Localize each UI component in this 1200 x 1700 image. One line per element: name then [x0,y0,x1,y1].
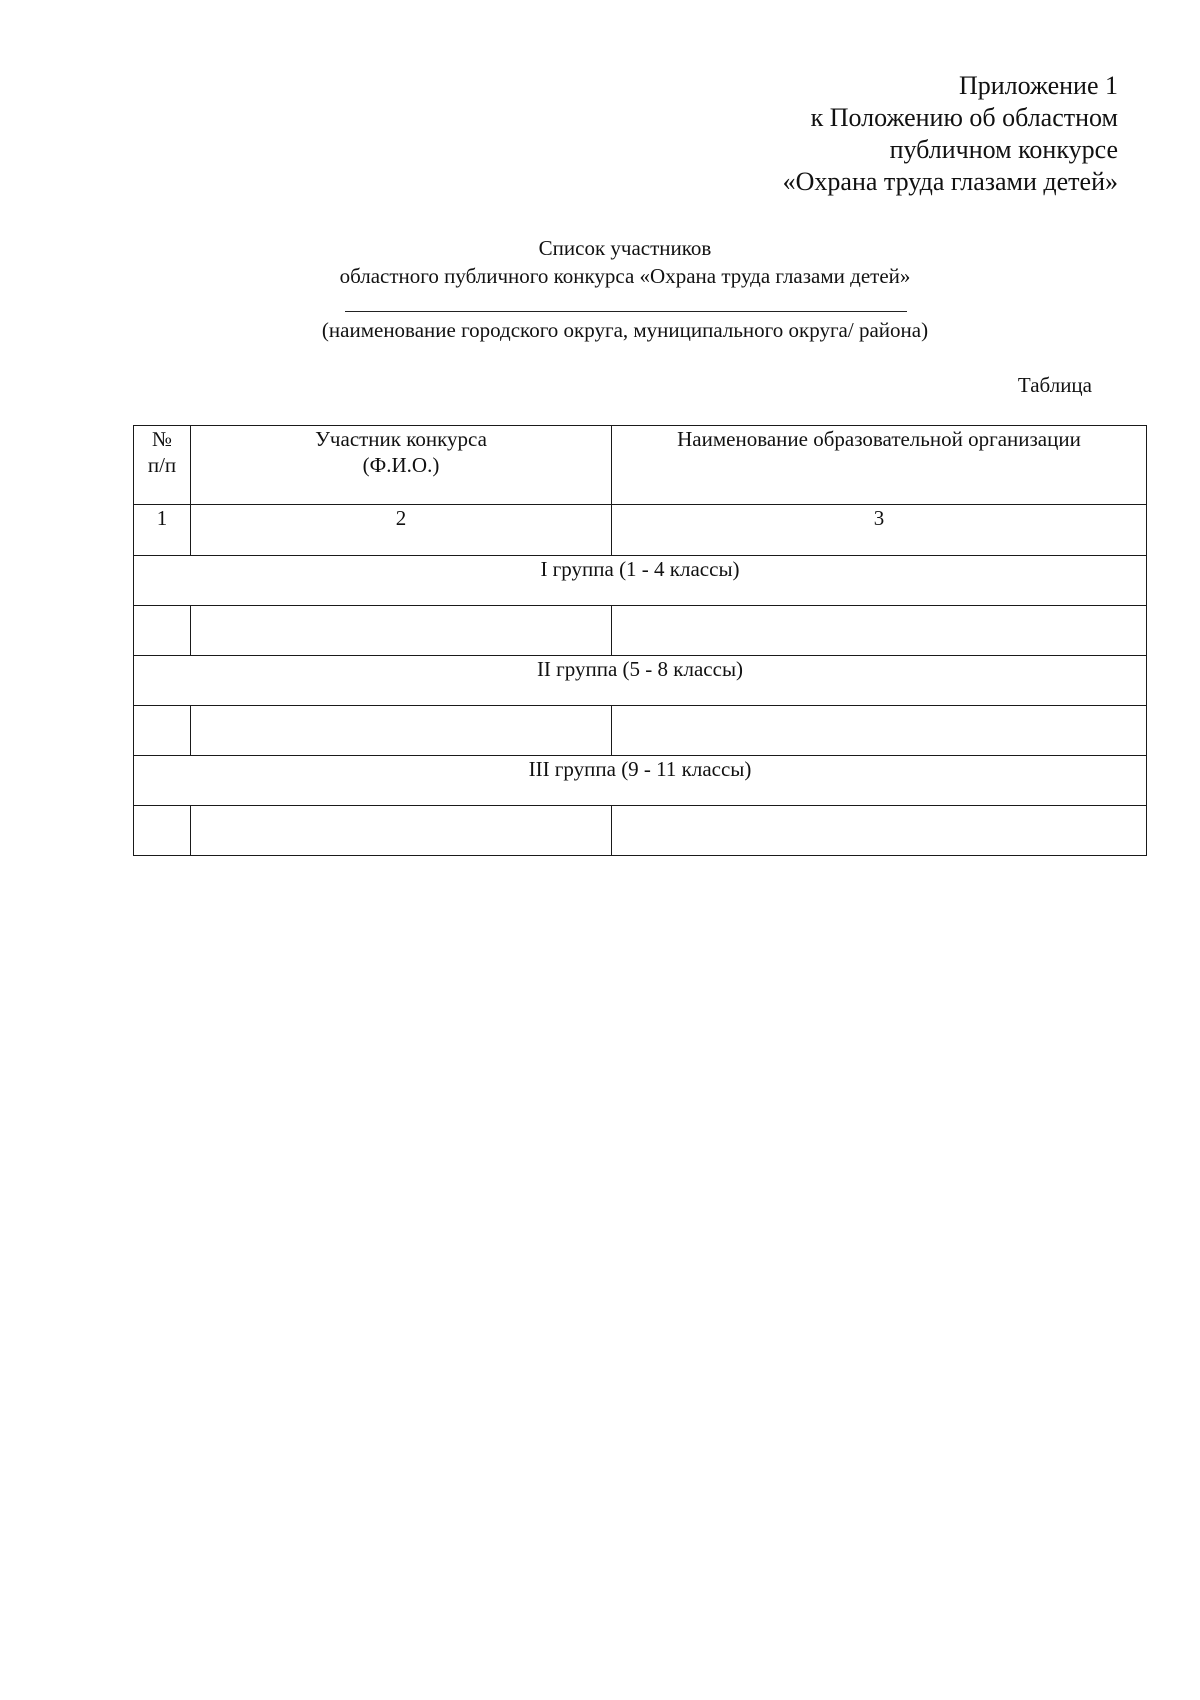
empty-cell[interactable] [612,806,1147,856]
column-index-cell: 1 [134,505,191,556]
header-organization [612,426,1147,505]
group-row-3 [134,756,1147,806]
appendix-line-3: публичном конкурсе [889,135,1118,164]
header-participant-line-2: (Ф.И.О.) [362,453,440,477]
empty-cell[interactable] [134,606,191,656]
table-row [134,606,1147,656]
header-number [134,426,191,505]
empty-cell[interactable] [191,806,612,856]
table-header-row [134,426,1147,505]
group-label: II группа (5 - 8 классы) [134,656,1147,706]
group-label: I группа (1 - 4 классы) [134,556,1147,606]
document-heading [0,234,1200,290]
empty-cell[interactable] [134,806,191,856]
table-row [134,806,1147,856]
header-number-line-1: № [151,427,173,451]
header-participant-line-1: Участник конкурса [315,427,487,451]
group-row-2 [134,656,1147,706]
header-organization-label: Наименование образовательной организации [677,427,1081,451]
empty-cell[interactable] [612,706,1147,756]
empty-cell[interactable] [191,706,612,756]
heading-line-2: областного публичного конкурса «Охрана труда глазами детей» [339,264,911,288]
empty-cell[interactable] [191,606,612,656]
column-index-row [134,505,1147,556]
heading-line-1: Список участников [538,236,712,260]
appendix-line-2: к Положению об областном [810,103,1118,132]
empty-cell[interactable] [612,606,1147,656]
participants-table [133,425,1147,856]
group-row-1 [134,556,1147,606]
header-participant [191,426,612,505]
column-index-cell: 3 [612,505,1147,556]
table-caption: Таблица [1017,373,1092,397]
table-row [134,706,1147,756]
column-index-cell: 2 [191,505,612,556]
empty-cell[interactable] [134,706,191,756]
header-number-line-2: п/п [147,453,177,477]
appendix-line-1: Приложение 1 [958,71,1118,100]
appendix-block [783,70,1118,198]
appendix-line-4: «Охрана труда глазами детей» [782,167,1118,196]
fill-in-line [345,311,907,312]
group-label: III группа (9 - 11 классы) [134,756,1147,806]
fill-in-caption: (наименование городского округа, муниципального округа/ района) [321,318,929,342]
